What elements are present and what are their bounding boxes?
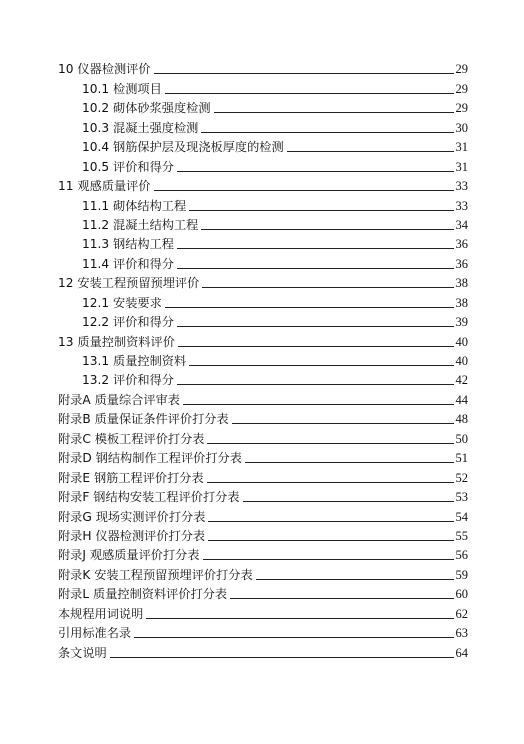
toc-entry-title: 10.2 砌体砂浆强度检测 <box>82 101 211 116</box>
dot-leader <box>207 442 453 444</box>
toc-entry[interactable] <box>58 77 468 96</box>
toc-entry[interactable] <box>58 311 468 330</box>
dot-leader <box>165 306 454 308</box>
dot-leader <box>177 170 454 172</box>
toc-entry-page-number: 53 <box>455 490 468 505</box>
toc-entry-title: 附录G 现场实测评价打分表 <box>58 509 206 524</box>
dot-leader <box>214 111 454 113</box>
dot-leader <box>189 209 453 211</box>
toc-entry-page-number: 42 <box>455 373 468 388</box>
dot-leader <box>146 617 453 619</box>
toc-entry[interactable] <box>58 388 468 407</box>
dot-leader <box>208 520 453 522</box>
toc-entry[interactable] <box>58 116 468 135</box>
toc-entry[interactable] <box>58 602 468 621</box>
toc-entry-page-number: 33 <box>455 179 468 194</box>
dot-leader <box>208 539 453 541</box>
dot-leader <box>178 345 454 347</box>
toc-entry-title: 附录A 质量综合评审表 <box>58 392 180 407</box>
toc-entry[interactable] <box>58 525 468 544</box>
dot-leader <box>243 500 454 502</box>
toc-entry-page-number: 54 <box>455 509 468 524</box>
toc-entry[interactable] <box>58 233 468 252</box>
dot-leader <box>165 92 454 94</box>
toc-entry-page-number: 55 <box>455 528 468 543</box>
toc-entry-page-number: 44 <box>455 392 468 407</box>
toc-entry-title: 10.3 混凝土强度检测 <box>82 120 199 135</box>
table-of-contents <box>58 58 468 661</box>
dot-leader <box>232 422 454 424</box>
dot-leader <box>177 267 454 269</box>
toc-entry-title: 13 质量控制资料评价 <box>58 334 175 349</box>
toc-entry-title: 13.1 质量控制资料 <box>82 354 187 368</box>
dot-leader <box>201 228 453 230</box>
toc-entry-title: 12.2 评价和得分 <box>82 315 174 330</box>
toc-entry-page-number: 34 <box>455 217 468 232</box>
toc-entry[interactable] <box>58 175 468 194</box>
toc-entry-title: 11.2 混凝土结构工程 <box>82 217 199 232</box>
dot-leader <box>202 286 453 288</box>
toc-entry-title: 11.3 钢结构工程 <box>82 237 174 252</box>
dot-leader <box>177 325 454 327</box>
toc-entry-title: 本规程用词说明 <box>58 606 144 621</box>
toc-entry-page-number: 39 <box>455 315 468 330</box>
toc-entry[interactable] <box>58 427 468 446</box>
toc-entry-title: 附录D 钢结构制作工程评价打分表 <box>58 451 242 466</box>
toc-entry-page-number: 29 <box>455 62 468 77</box>
toc-entry[interactable] <box>58 369 468 388</box>
toc-entry-page-number: 60 <box>455 587 468 602</box>
toc-entry-page-number: 31 <box>455 159 468 174</box>
dot-leader <box>287 150 454 152</box>
toc-entry-title: 11.4 评价和得分 <box>82 256 174 271</box>
dot-leader <box>189 364 453 366</box>
toc-entry-page-number: 33 <box>455 198 468 213</box>
toc-entry[interactable] <box>58 466 468 485</box>
toc-entry[interactable] <box>58 58 468 77</box>
toc-entry-page-number: 30 <box>455 120 468 135</box>
toc-entry-title: 附录C 模板工程评价打分表 <box>58 431 205 446</box>
toc-entry[interactable] <box>58 544 468 563</box>
toc-entry-page-number: 36 <box>455 256 468 271</box>
toc-entry[interactable] <box>58 136 468 155</box>
toc-entry[interactable] <box>58 252 468 271</box>
dot-leader <box>177 383 454 385</box>
toc-entry-page-number: 62 <box>455 606 468 621</box>
toc-entry-title: 12.1 安装要求 <box>82 295 162 310</box>
toc-entry-title: 10 仪器检测评价 <box>58 62 151 77</box>
toc-entry-title: 10.1 检测项目 <box>82 81 162 96</box>
toc-entry[interactable] <box>58 330 468 349</box>
toc-entry[interactable] <box>58 350 468 369</box>
toc-entry[interactable] <box>58 272 468 291</box>
dot-leader <box>207 481 454 483</box>
toc-entry[interactable] <box>58 97 468 116</box>
toc-entry[interactable] <box>58 291 468 310</box>
toc-entry-title: 附录H 仪器检测评价打分表 <box>58 528 206 543</box>
toc-entry[interactable] <box>58 641 468 660</box>
toc-entry-page-number: 48 <box>455 412 468 427</box>
toc-entry-title: 附录B 质量保证条件评价打分表 <box>58 412 229 427</box>
toc-entry-page-number: 64 <box>455 645 468 660</box>
toc-entry[interactable] <box>58 214 468 233</box>
toc-entry-title: 10.4 钢筋保护层及现浇板厚度的检测 <box>82 140 284 155</box>
dot-leader <box>154 189 454 191</box>
toc-entry[interactable] <box>58 155 468 174</box>
dot-leader <box>201 131 453 133</box>
toc-entry-page-number: 29 <box>455 81 468 96</box>
toc-entry[interactable] <box>58 194 468 213</box>
dot-leader <box>245 461 454 463</box>
toc-entry-page-number: 63 <box>455 626 468 641</box>
toc-entry[interactable] <box>58 583 468 602</box>
toc-entry-title: 引用标准名录 <box>58 626 132 641</box>
toc-entry-title: 13.2 评价和得分 <box>82 373 174 388</box>
toc-entry-page-number: 38 <box>455 276 468 291</box>
toc-entry-page-number: 51 <box>455 451 468 466</box>
toc-entry-page-number: 29 <box>455 101 468 116</box>
dot-leader <box>203 558 454 560</box>
dot-leader <box>134 636 453 638</box>
toc-entry-title: 条文说明 <box>58 645 107 660</box>
toc-entry-page-number: 38 <box>455 295 468 310</box>
dot-leader <box>183 403 454 405</box>
toc-entry[interactable] <box>58 505 468 524</box>
toc-entry-page-number: 36 <box>455 237 468 252</box>
dot-leader <box>230 597 453 599</box>
toc-entry[interactable] <box>58 622 468 641</box>
dot-leader <box>110 656 454 658</box>
toc-entry-title: 附录J 观感质量评价打分表 <box>58 548 200 563</box>
dot-leader <box>154 72 454 74</box>
toc-entry[interactable] <box>58 486 468 505</box>
toc-entry-title: 附录L 质量控制资料评价打分表 <box>58 587 228 602</box>
toc-entry-title: 附录E 钢筋工程评价打分表 <box>58 470 204 485</box>
toc-entry[interactable] <box>58 408 468 427</box>
toc-entry-title: 10.5 评价和得分 <box>82 159 174 174</box>
toc-entry-page-number: 59 <box>455 567 468 582</box>
toc-entry-title: 附录K 安装工程预留预埋评价打分表 <box>58 567 253 582</box>
toc-entry-title: 11.1 砌体结构工程 <box>82 198 187 213</box>
toc-entry-title: 附录F 钢结构安装工程评价打分表 <box>58 490 240 505</box>
toc-entry-page-number: 31 <box>455 140 468 155</box>
toc-entry-page-number: 52 <box>455 470 468 485</box>
toc-entry-title: 12 安装工程预留预埋评价 <box>58 276 200 291</box>
toc-entry-page-number: 50 <box>455 431 468 446</box>
toc-entry[interactable] <box>58 563 468 582</box>
toc-entry-title: 11 观感质量评价 <box>58 179 151 194</box>
toc-entry-page-number: 56 <box>455 548 468 563</box>
dot-leader <box>256 578 454 580</box>
toc-entry-page-number: 40 <box>455 334 468 349</box>
toc-entry-page-number: 40 <box>455 354 468 368</box>
dot-leader <box>177 247 454 249</box>
toc-entry[interactable] <box>58 447 468 466</box>
